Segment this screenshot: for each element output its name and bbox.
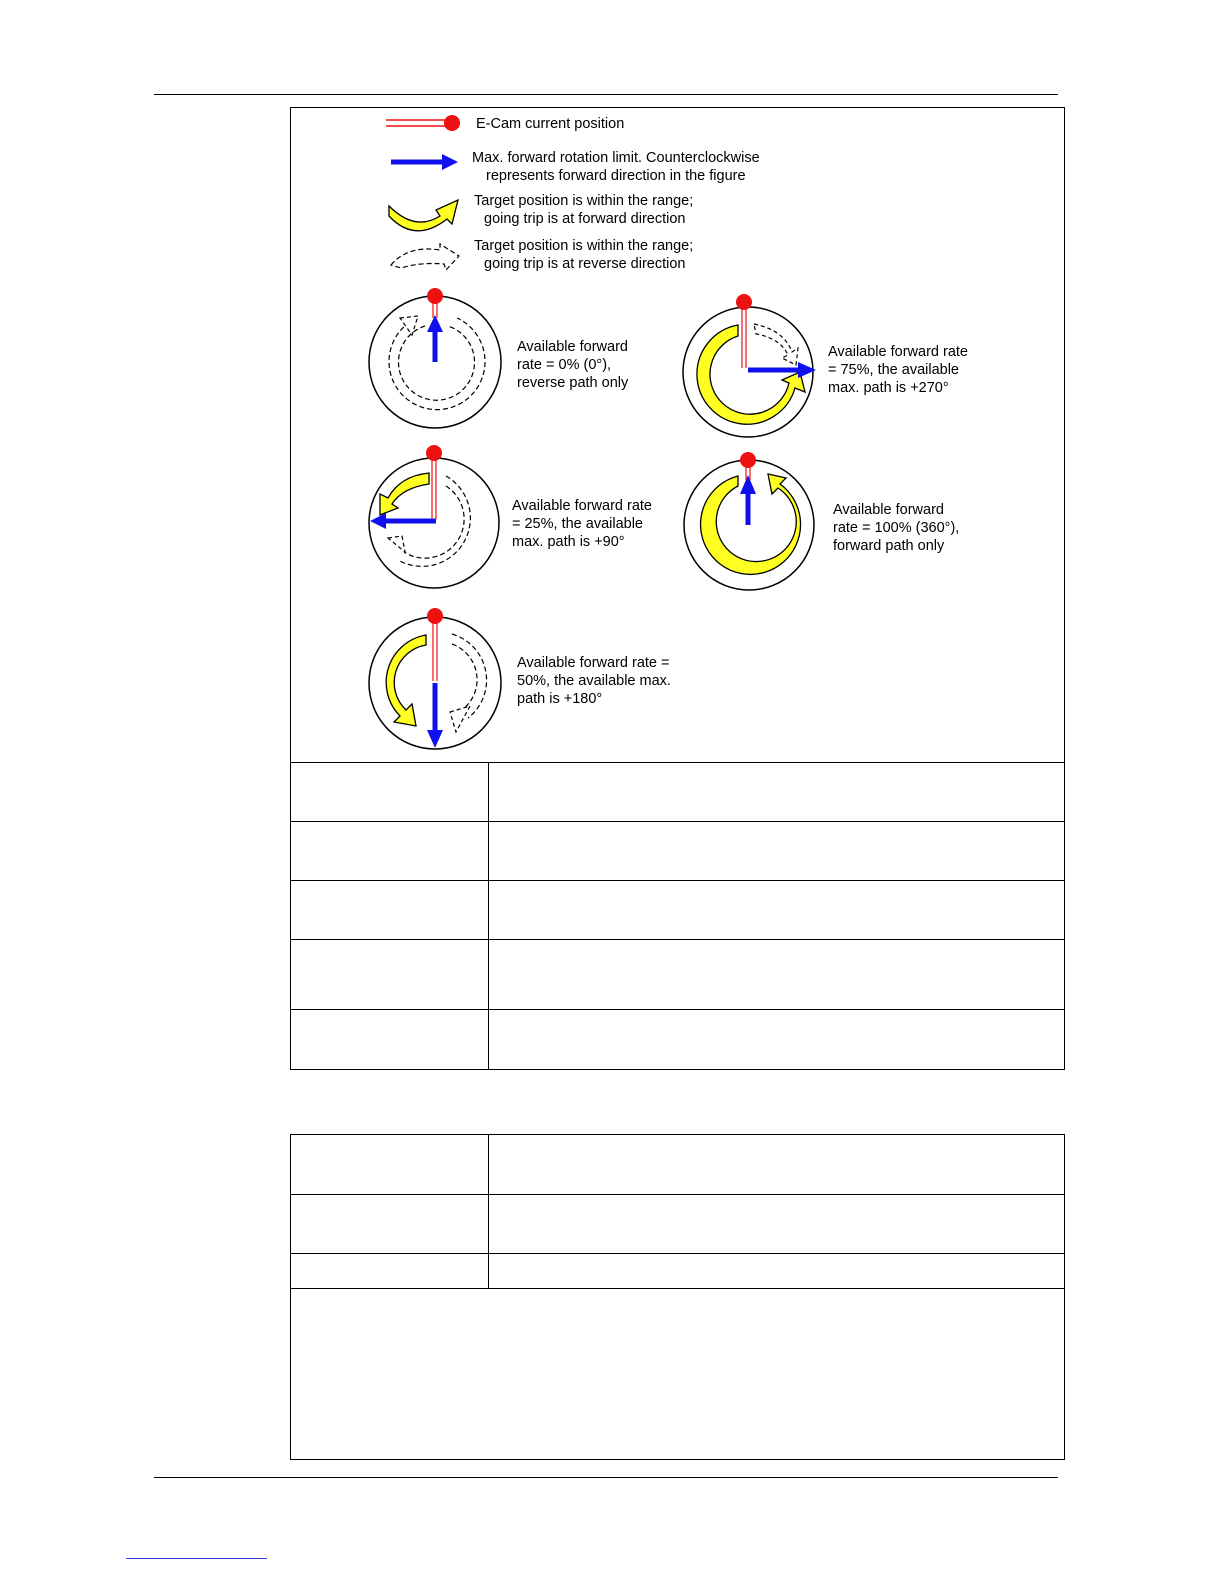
case-50-line3: path is +180° xyxy=(517,691,603,707)
red-position-marker-icon xyxy=(386,115,460,131)
legend-forward-limit-line2: represents forward direction in the figure xyxy=(486,168,746,184)
table-cell xyxy=(489,763,1065,822)
legend-reverse-trip-line2: going trip is at reverse direction xyxy=(484,256,686,272)
table-cell xyxy=(291,822,489,881)
case-75-diagram xyxy=(683,294,816,437)
table-row xyxy=(291,1195,1065,1254)
table-cell xyxy=(489,881,1065,940)
table-cell xyxy=(291,881,489,940)
case-75-line1: Available forward rate xyxy=(828,344,968,360)
table-2 xyxy=(290,1134,1065,1460)
case-25-line1: Available forward rate xyxy=(512,498,652,514)
footer-link-underline[interactable] xyxy=(126,1558,267,1559)
table-cell xyxy=(489,1195,1065,1254)
table-cell xyxy=(291,1289,1065,1460)
table-row xyxy=(291,1289,1065,1460)
table-cell xyxy=(291,1135,489,1195)
case-75-line3: max. path is +270° xyxy=(828,380,949,396)
table-row xyxy=(291,1254,1065,1289)
table-row xyxy=(291,1135,1065,1195)
case-100-line1: Available forward xyxy=(833,502,944,518)
case-50-line1: Available forward rate = xyxy=(517,655,670,671)
case-100-line2: rate = 100% (360°), xyxy=(833,520,960,536)
blue-arrow-icon xyxy=(391,154,458,170)
table-row xyxy=(291,1010,1065,1070)
yellow-curved-arrow-icon xyxy=(389,200,458,231)
legend-forward-trip-line1: Target position is within the range; xyxy=(474,193,694,209)
table-cell xyxy=(489,1254,1065,1289)
table-cell xyxy=(291,1195,489,1254)
table-cell xyxy=(291,940,489,1010)
legend-forward-limit-line1: Max. forward rotation limit. Counterclockwise xyxy=(472,150,760,166)
legend-reverse-trip-line1: Target position is within the range; xyxy=(474,238,694,254)
case-0-line2: rate = 0% (0°), xyxy=(517,357,612,373)
case-25-diagram xyxy=(369,445,499,588)
case-100-diagram xyxy=(684,452,814,590)
footer-rule xyxy=(154,1477,1058,1478)
case-100-line3: forward path only xyxy=(833,538,945,554)
table-cell xyxy=(489,1135,1065,1195)
table-row xyxy=(291,763,1065,822)
dashed-curved-arrow-icon xyxy=(391,244,459,270)
table-cell xyxy=(489,822,1065,881)
table-1 xyxy=(290,762,1065,1070)
case-25-line3: max. path is +90° xyxy=(512,534,625,550)
legend-forward-trip-line2: going trip is at forward direction xyxy=(484,211,686,227)
table-cell xyxy=(291,1010,489,1070)
case-0-line3: reverse path only xyxy=(517,375,629,391)
table-row xyxy=(291,940,1065,1010)
case-50-diagram xyxy=(369,608,501,749)
table-cell xyxy=(291,1254,489,1289)
case-50-line2: 50%, the available max. xyxy=(517,673,671,689)
legend-current-position: E-Cam current position xyxy=(476,116,625,132)
table-cell xyxy=(489,1010,1065,1070)
table-row xyxy=(291,822,1065,881)
table-cell xyxy=(291,763,489,822)
case-25-line2: = 25%, the available xyxy=(512,516,643,532)
case-0-line1: Available forward xyxy=(517,339,628,355)
case-75-line2: = 75%, the available xyxy=(828,362,959,378)
case-0-diagram xyxy=(369,288,501,428)
table-cell xyxy=(489,940,1065,1010)
table-row xyxy=(291,881,1065,940)
